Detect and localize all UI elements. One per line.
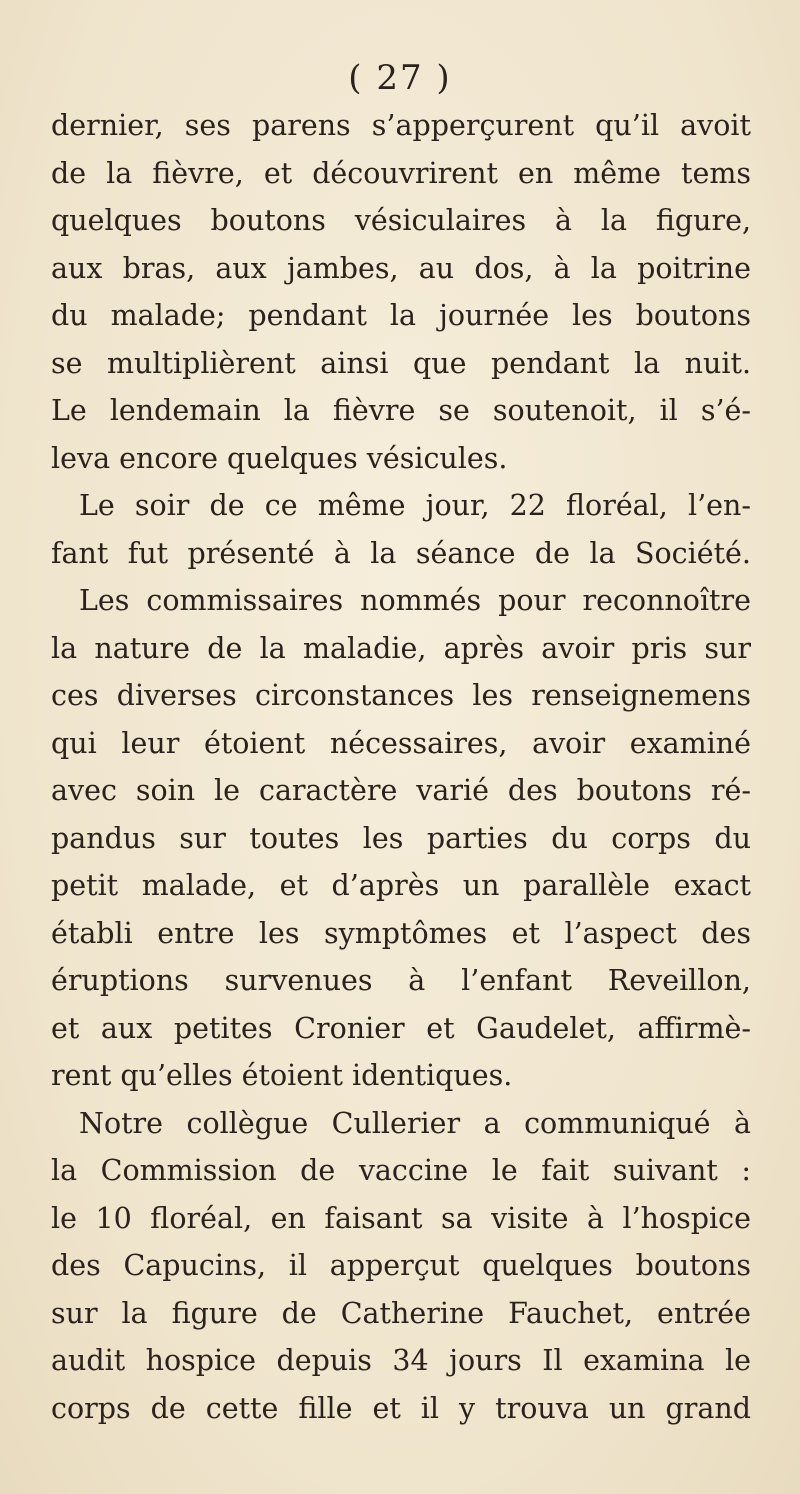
text-line: la nature de la maladie, après avoir pris sur [51, 631, 751, 665]
text-line: établi entre les symptômes et l’aspect des [51, 916, 751, 950]
body-text [51, 102, 751, 1432]
text-line: Le lendemain la fièvre se soutenoit, il s’é- [51, 394, 751, 427]
text-line: des Capucins, il apperçut quelques boutons [51, 1249, 751, 1282]
text-line: le 10 floréal, en faisant sa visite à l’hospice [51, 1201, 751, 1235]
text-line: audit hospice depuis 34 jours Il examina le [51, 1344, 751, 1377]
text-line: rent qu’elles étoient identiques. [51, 1059, 513, 1092]
text-line: Le soir de ce même jour, 22 floréal, l’en- [79, 489, 751, 522]
text-line: dernier, ses parens s’apperçurent qu’il avoit [51, 109, 751, 142]
text-line: du malade; pendant la journée les boutons [51, 299, 751, 332]
text-line: la Commission de vaccine le fait suivant : [51, 1154, 751, 1187]
text-line: Les commissaires nommés pour reconnoître [79, 584, 751, 617]
page-number: ( 27 ) [348, 58, 452, 98]
text-line: leva encore quelques vésicules. [51, 441, 508, 475]
text-line: et aux petites Cronier et Gaudelet, affirmè- [51, 1011, 751, 1045]
text-line: éruptions survenues à l’enfant Reveillon, [51, 964, 751, 997]
text-line: Notre collègue Cullerier a communiqué à [79, 1106, 751, 1140]
text-line: se multiplièrent ainsi que pendant la nuit. [51, 346, 751, 380]
text-line: aux bras, aux jambes, au dos, à la poitrine [51, 251, 751, 285]
text-line: petit malade, et d’après un parallèle exact [51, 869, 751, 902]
text-line: avec soin le caractère varié des boutons ré- [51, 774, 751, 807]
text-line: ces diverses circonstances les renseignemens [51, 679, 751, 712]
text-line: qui leur étoient nécessaires, avoir examiné [51, 726, 751, 760]
text-line: sur la figure de Catherine Fauchet, entrée [51, 1296, 751, 1330]
text-line: quelques boutons vésiculaires à la figure, [51, 204, 751, 237]
text-line: corps de cette fille et il y trouva un grand [51, 1391, 751, 1425]
text-line: fant fut présenté à la séance de la Société. [51, 536, 751, 570]
text-line: pandus sur toutes les parties du corps du [51, 821, 751, 855]
text-line: de la fièvre, et découvrirent en même tems [51, 156, 751, 190]
